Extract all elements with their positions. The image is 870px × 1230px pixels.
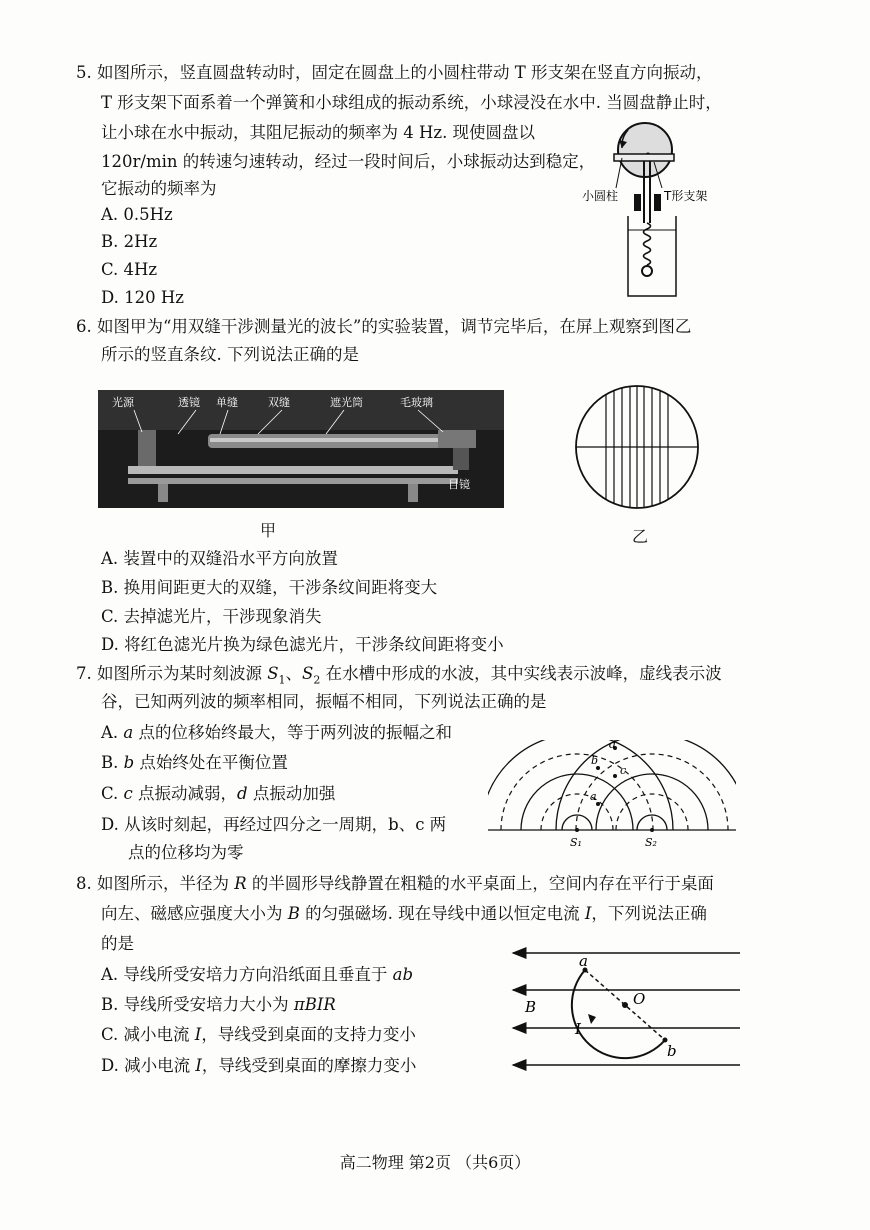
- q7-wave-figure: [488, 740, 736, 852]
- q8-label-b: b: [667, 1042, 677, 1060]
- q8-option-a-text: A. 导线所受安培力方向沿纸面且垂直于: [101, 965, 393, 984]
- q5-option-a: A. 0.5Hz: [101, 205, 173, 224]
- q7-option-b-text: 点始终处在平衡位置: [134, 753, 288, 772]
- q5-option-b: B. 2Hz: [101, 232, 158, 251]
- q7-option-d-line-1: D. 从该时刻起，再经过四分之一周期，b、c 两: [101, 815, 447, 834]
- q5-option-d: D. 120 Hz: [101, 288, 184, 307]
- q6-option-b: B. 换用间距更大的双缝，干涉条纹间距将变大: [101, 578, 438, 597]
- q8-line-2: [101, 903, 707, 925]
- q7-option-b: [101, 752, 288, 774]
- q7-line-1: [76, 663, 722, 691]
- q7-label-c: c: [620, 764, 627, 777]
- q7-label-a: a: [590, 790, 597, 803]
- q7-option-c: [101, 783, 335, 805]
- q8-label-current: I: [575, 1020, 581, 1038]
- q8-magnetic-field-figure: [505, 940, 743, 1075]
- q8-line-2-part-a: 向左、磁感应强度大小为: [101, 904, 288, 923]
- q6-line-1: 6. 如图甲为“用双缝干涉测量光的波长”的实验装置，调节完毕后，在屏上观察到图乙: [76, 317, 692, 336]
- q7-option-d-line-2: 点的位移均为零: [128, 843, 244, 862]
- q8-option-c-rest: ，导线受到桌面的支持力变小: [201, 1025, 416, 1044]
- q6-apparatus-photo: [98, 390, 504, 508]
- q7-option-a-text: 点的位移始终最大，等于两列波的振幅之和: [133, 723, 452, 742]
- q8-option-d-var: I: [195, 1056, 202, 1075]
- q7-option-b-prefix: B.: [101, 753, 124, 772]
- q8-option-d-text: D. 减小电流: [101, 1056, 196, 1075]
- q7-option-b-var: b: [123, 753, 135, 772]
- q8-var-i: I: [584, 904, 592, 923]
- q6-option-c: C. 去掉滤光片，干涉现象消失: [101, 607, 322, 626]
- q5-disk-spring-figure: [570, 118, 730, 303]
- q7-option-c-text-2: 点振动加强: [247, 784, 336, 803]
- q7-line-1-part-b: 在水槽中形成的水波，其中实线表示波峰，虚线表示波: [320, 664, 722, 683]
- q7-option-c-var2: d: [237, 784, 248, 803]
- q8-option-b-var: πBIR: [293, 995, 336, 1014]
- q6-line-2: 所示的竖直条纹. 下列说法正确的是: [101, 345, 359, 364]
- q5-line-3: 让小球在水中振动，其阻尼振动的频率为 4 Hz. 现使圆盘以: [101, 123, 536, 142]
- q6-photo-label-tube: 遮光筒: [330, 396, 363, 409]
- q5-line-1: 5. 如图所示，竖直圆盘转动时，固定在圆盘上的小圆柱带动 T 形支架在竖直方向振动，: [76, 63, 713, 82]
- q6-fringe-figure: [572, 382, 702, 512]
- q7-source-s1: S: [267, 664, 279, 683]
- q7-source-s2-sub: 2: [313, 673, 321, 687]
- q6-photo-label-screen: 毛玻璃: [400, 396, 433, 409]
- q6-photo-label-double-slit: 双缝: [268, 396, 290, 409]
- q8-line-3: 的是: [101, 934, 134, 953]
- q6-option-a: A. 装置中的双缝沿水平方向放置: [101, 549, 338, 568]
- q8-label-a: a: [579, 952, 588, 970]
- q5-line-4: 120r/min 的转速匀速转动，经过一段时间后，小球振动达到稳定，: [101, 152, 596, 171]
- q7-line-2: 谷，已知两列波的频率相同，振幅不相同，下列说法正确的是: [101, 692, 547, 711]
- q8-line-2-part-c: ，下列说法正确: [591, 904, 707, 923]
- q5-line-2: T 形支架下面系着一个弹簧和小球组成的振动系统，小球浸没在水中. 当圆盘静止时，: [101, 93, 722, 112]
- q7-option-c-prefix: C.: [101, 784, 124, 803]
- q7-label-b: b: [591, 754, 599, 767]
- q6-caption-jia: 甲: [260, 521, 277, 540]
- q8-option-a: [101, 964, 413, 986]
- q7-label-s2: S₂: [645, 836, 657, 849]
- q7-option-a-var: a: [123, 723, 134, 742]
- q6-photo-label-eyepiece: 目镜: [448, 478, 470, 491]
- page-footer: 高二物理 第2页 （共6页）: [339, 1153, 531, 1172]
- q7-option-a-prefix: A.: [101, 723, 124, 742]
- q8-option-c-var: I: [194, 1025, 202, 1044]
- q5-label-frame: T形支架: [664, 189, 708, 203]
- q8-line-2-part-b: 的匀强磁场. 现在导线中通以恒定电流: [299, 904, 585, 923]
- q6-caption-yi: 乙: [632, 527, 649, 546]
- q7-option-a: [101, 722, 452, 744]
- q7-line-1-part-a: 7. 如图所示为某时刻波源: [76, 664, 268, 683]
- q7-label-d: d: [609, 740, 617, 751]
- q6-photo-label-single-slit: 单缝: [216, 396, 238, 409]
- q8-option-a-var: ab: [392, 965, 414, 984]
- q8-label-field-b: B: [525, 998, 537, 1016]
- q8-label-o: O: [633, 990, 646, 1008]
- q8-option-c: [101, 1024, 416, 1046]
- q8-option-d: [101, 1055, 416, 1077]
- q7-option-c-text: 点振动减弱，: [132, 784, 238, 803]
- q8-option-c-text: C. 减小电流: [101, 1025, 195, 1044]
- q6-photo-label-light: 光源: [112, 396, 134, 409]
- q7-separator: 、: [285, 664, 303, 683]
- q8-option-b-text: B. 导线所受安培力大小为: [101, 995, 294, 1014]
- q7-label-s1: S₁: [570, 836, 582, 849]
- q8-line-1-part-b: 的半圆形导线静置在粗糙的水平桌面上，空间内存在平行于桌面: [246, 874, 714, 893]
- q8-line-1-part-a: 8. 如图所示，半径为: [76, 874, 235, 893]
- q5-label-cylinder: 小圆柱: [582, 189, 619, 203]
- q8-var-r: R: [234, 874, 247, 893]
- q6-photo-label-lens: 透镜: [178, 396, 200, 409]
- q8-option-d-rest: ，导线受到桌面的摩擦力变小: [201, 1056, 417, 1075]
- q7-source-s2: S: [302, 664, 314, 683]
- q8-option-b: [101, 994, 336, 1016]
- q5-option-c: C. 4Hz: [101, 260, 158, 279]
- q5-line-5: 它振动的频率为: [101, 179, 217, 198]
- q8-var-b: B: [287, 904, 300, 923]
- q7-source-s1-sub: 1: [278, 673, 286, 687]
- q7-option-c-var: c: [123, 784, 133, 803]
- q6-option-d: D. 将红色滤光片换为绿色滤光片，干涉条纹间距将变小: [101, 635, 504, 654]
- q8-line-1: [76, 873, 714, 895]
